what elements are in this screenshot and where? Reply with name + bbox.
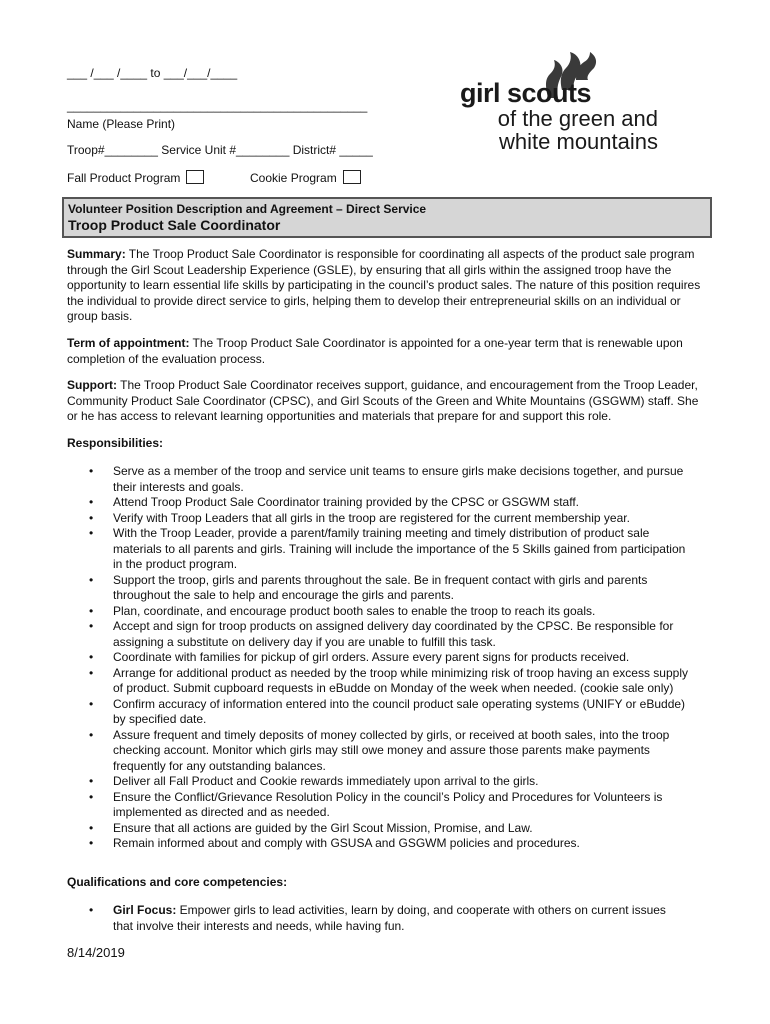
list-item	[89, 903, 689, 934]
list-item: • Plan, coordinate, and encourage product booth sales to enable the troop to reach its goals.	[89, 604, 689, 620]
support-paragraph	[67, 378, 707, 425]
list-item: • Verify with Troop Leaders that all girls in the troop are registered for the current membership year.	[89, 511, 689, 527]
position-title: Troop Product Sale Coordinator	[68, 217, 281, 233]
term-text: The Troop Product Sale Coordinator is appointed for a one-year term that is renewable upon completion of the evaluation process.	[67, 336, 683, 366]
footer-date: 8/14/2019	[67, 945, 125, 960]
list-item: • Serve as a member of the troop and service unit teams to ensure girls make decisions together, and pursue their interests and goals.	[89, 464, 689, 495]
date-range-line: ___ /___ /____ to ___/___/____	[67, 66, 238, 80]
list-item: • Confirm accuracy of information entered into the council product sale operating systems (UNIFY or eBudde) by specified date.	[89, 697, 689, 728]
support-text: The Troop Product Sale Coordinator receives support, guidance, and encouragement from the Troop Leader, Community Product Sale Coordinator (CPSC), and Girl Scouts of the Green and White Mountains (GSGWM) staff. She or he has access to relevant learning opportunities and materials that prepare for and support this role.	[67, 378, 699, 423]
fall-product-label: Fall Product Program	[67, 171, 181, 185]
girl-focus-label: Girl Focus:	[113, 903, 177, 917]
fall-product-option	[67, 170, 204, 186]
responsibilities-heading: Responsibilities:	[67, 436, 164, 450]
summary-text: The Troop Product Sale Coordinator is responsible for coordinating all aspects of the product sale program through the Girl Scout Leadership Experience (GSLE), by ensuring that all girls within the assigned troop have the opportunity to learn essential life skills by participating in the council’s product sales. The nature of this position requires the individual to provide direct service to girls, helping them to develop their entrepreneurial skills on an individual or group basis.	[67, 247, 701, 323]
logo-line-green: of the green and	[497, 106, 658, 131]
girl-focus-text: Empower girls to lead activities, learn by doing, and cooperate with others on current issues that involve their interests and needs, while having fun.	[113, 903, 666, 933]
responsibilities-list	[89, 464, 689, 852]
list-item: • Coordinate with families for pickup of girl orders. Assure every parent signs for products received.	[89, 650, 689, 666]
position-title-box	[62, 197, 712, 238]
list-item: • Ensure that all actions are guided by the Girl Scout Mission, Promise, and Law.	[89, 821, 689, 837]
name-label: Name (Please Print)	[67, 117, 176, 131]
term-paragraph	[67, 336, 707, 367]
cookie-program-checkbox[interactable]	[343, 170, 361, 184]
summary-paragraph	[67, 247, 707, 325]
list-item: • Accept and sign for troop products on assigned delivery day coordinated by the CPSC. Be responsible for assigning a substitute on delivery day if you are unable to fulfill this task.	[89, 619, 689, 650]
list-item: • With the Troop Leader, provide a parent/family training meeting and timely distribution of product sale materials to all parents and girls. Training will include the importance of the 5 Skills gained from participation in the product program.	[89, 526, 689, 573]
qualifications-list	[89, 903, 689, 934]
list-item: • Remain informed about and comply with GSUSA and GSGWM policies and procedures.	[89, 836, 689, 852]
logo-girl-scouts: girl scouts	[460, 78, 592, 108]
term-label: Term of appointment:	[67, 336, 190, 350]
support-label: Support:	[67, 378, 117, 392]
position-description-title: Volunteer Position Description and Agreement – Direct Service	[68, 202, 427, 216]
troop-line: Troop#________ Service Unit #________ District# _____	[67, 143, 373, 157]
name-line: _____________________________________________	[67, 99, 368, 113]
list-item: • Assure frequent and timely deposits of money collected by girls, or received at booth sales, into the troop checking account. Monitor which girls may still owe money and assure those parents make payments frequently for any outstanding balances.	[89, 728, 689, 775]
summary-label: Summary:	[67, 247, 126, 261]
qualifications-heading: Qualifications and core competencies:	[67, 875, 288, 889]
cookie-program-label: Cookie Program	[250, 171, 337, 185]
fall-product-checkbox[interactable]	[186, 170, 204, 184]
logo-line-white: white mountains	[499, 129, 658, 154]
cookie-program-option	[250, 170, 361, 186]
list-item: • Ensure the Conflict/Grievance Resolution Policy in the council’s Policy and Procedures for Volunteers is implemented as directed and as needed.	[89, 790, 689, 821]
list-item: • Support the troop, girls and parents throughout the sale. Be in frequent contact with girls and parents throughout the sale to help and encourage the girls and parents.	[89, 573, 689, 604]
list-item: • Deliver all Fall Product and Cookie rewards immediately upon arrival to the girls.	[89, 774, 689, 790]
list-item: • Arrange for additional product as needed by the troop while minimizing risk of troop having an excess supply of product. Submit cupboard requests in eBudde on Monday of the week when needed. (cookie sale only)	[89, 666, 689, 697]
list-item: • Attend Troop Product Sale Coordinator training provided by the CPSC or GSGWM staff.	[89, 495, 689, 511]
